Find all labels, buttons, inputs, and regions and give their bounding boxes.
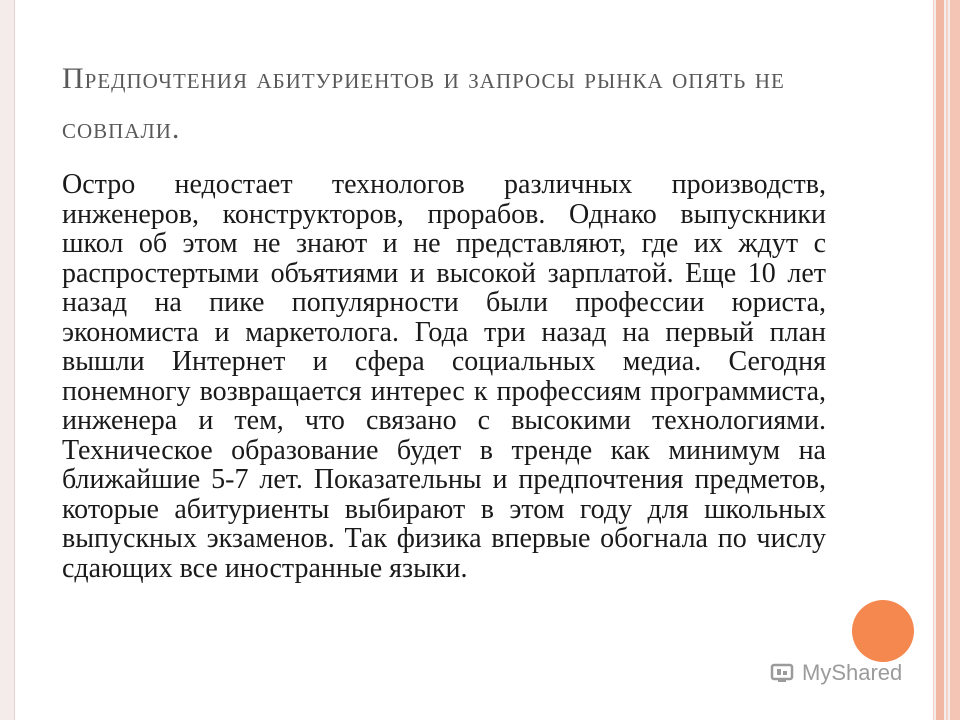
watermark-text: MyShared [802,660,903,685]
decorative-stripe [936,0,944,720]
slide-title: Предпочтения абитуриентов и запросы рынка опять не совпали. [62,62,785,145]
decorative-stripe [950,0,960,720]
slide-body-text: Остро недостает технологов различных производств, инженеров, конструкторов, прорабов. Однако выпускники школ об этом не знают и не представляют, где их ждут с распростертыми объятиями и высокой зарплатой. Еще 10 лет назад на пике популярности были профессии юриста, экономиста и маркетолога. Года три назад на первый план вышли Интернет и сфера социальных медиа. Сегодня понемногу возвращается интерес к профессиям программиста, инженера и тем, что связано с высокими технологиями. Техническое образование будет в тренде как минимум на ближайшие 5-7 лет. Показательны и предпочтения предметов, которые абитуриенты выбирают в этом году для школьных выпускных экзаменов. Так физика впервые обогнала по числу сдающих все иностранные языки. [62,169,826,584]
accent-circle [852,600,914,662]
watermark [770,660,902,686]
myshared-logo-icon [770,662,796,684]
decorative-stripe [946,0,948,720]
